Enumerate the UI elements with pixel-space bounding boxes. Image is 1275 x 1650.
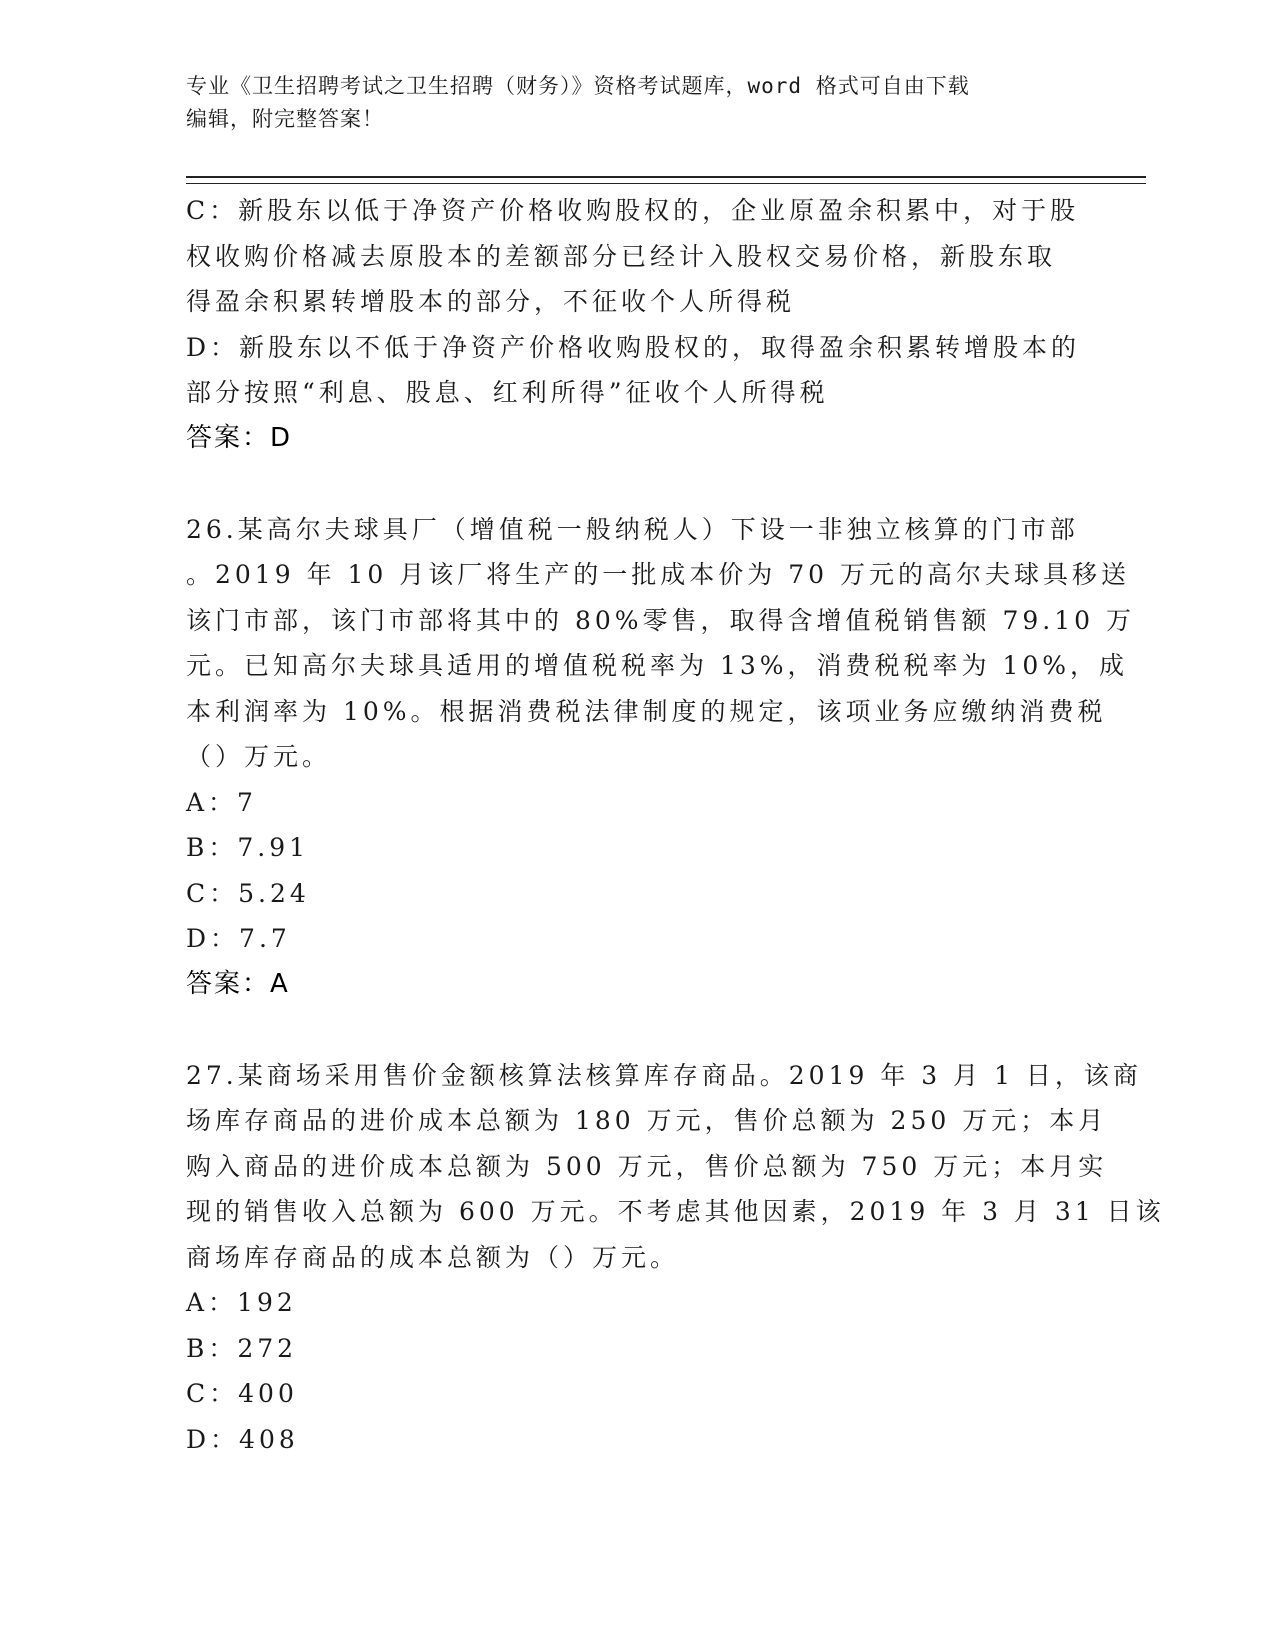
question-stem-line: 商场库存商品的成本总额为（）万元。 [186, 1242, 680, 1272]
header-divider-thick [186, 176, 1146, 178]
option-c: C：400 [186, 1379, 298, 1408]
option-c: C：5.24 [186, 878, 310, 908]
option-b: B：272 [186, 1333, 298, 1363]
spacer [186, 1007, 1086, 1053]
question-stem-line: 本利润率为 10%。根据消费税法律制度的规定，该项业务应缴纳消费税 [186, 696, 1107, 726]
option-a: A：192 [186, 1288, 297, 1317]
option-d-line: D：新股东以不低于净资产价格收购股权的，取得盈余积累转增股本的 [186, 332, 1081, 362]
header-divider-thin [186, 183, 1146, 184]
header-line-2: 编辑，附完整答案！ [186, 107, 384, 131]
question-stem-line: 购入商品的进价成本总额为 500 万元，售价总额为 750 万元；本月实 [186, 1151, 1108, 1181]
option-c-line: 权收购价格减去原股本的差额部分已经计入股权交易价格，新股东取 [186, 241, 1057, 271]
question-stem-line: 元。已知高尔夫球具适用的增值税税率为 13%，消费税税率为 10%，成 [186, 651, 1129, 680]
question-26 [186, 507, 1135, 1008]
document-header [186, 70, 1066, 136]
answer-label: 答案：A [186, 968, 290, 999]
document-body [186, 188, 1165, 1462]
question-stem-line: 。2019 年 10 月该厂将生产的一批成本价为 70 万元的高尔夫球具移送 [186, 560, 1130, 589]
option-d-line: 部分按照“利息、股息、红利所得”征收个人所得税 [186, 378, 829, 407]
question-stem-line: （）万元。 [186, 742, 332, 771]
option-d: D：408 [186, 1424, 299, 1454]
spacer [186, 461, 1086, 507]
option-a: A：7 [186, 787, 257, 817]
question-27 [186, 1053, 1165, 1463]
question-stem-line: 场库存商品的进价成本总额为 180 万元，售价总额为 250 万元；本月 [186, 1106, 1108, 1135]
question-stem-line: 该门市部，该门市部将其中的 80%零售，取得含增值税销售额 79.10 万 [186, 605, 1135, 635]
answer-label: 答案：D [186, 422, 293, 453]
option-d: D：7.7 [186, 924, 291, 953]
previous-question-continuation [186, 188, 1086, 461]
question-stem-line: 26.某高尔夫球具厂（增值税一般纳税人）下设一非独立核算的门市部 [186, 514, 1079, 544]
question-stem-line: 现的销售收入总额为 600 万元。不考虑其他因素，2019 年 3 月 31 日该 [186, 1197, 1165, 1226]
question-stem-line: 27.某商场采用售价金额核算法核算库存商品。2019 年 3 月 1 日，该商 [186, 1060, 1142, 1090]
option-c-line: C：新股东以低于净资产价格收购股权的，企业原盈余积累中，对于股 [186, 196, 1080, 225]
option-b: B：7.91 [186, 833, 310, 862]
option-c-line: 得盈余积累转增股本的部分，不征收个人所得税 [186, 287, 796, 316]
header-line-1: 专业《卫生招聘考试之卫生招聘（财务）》资格考试题库，word 格式可自由下载 [186, 74, 970, 98]
